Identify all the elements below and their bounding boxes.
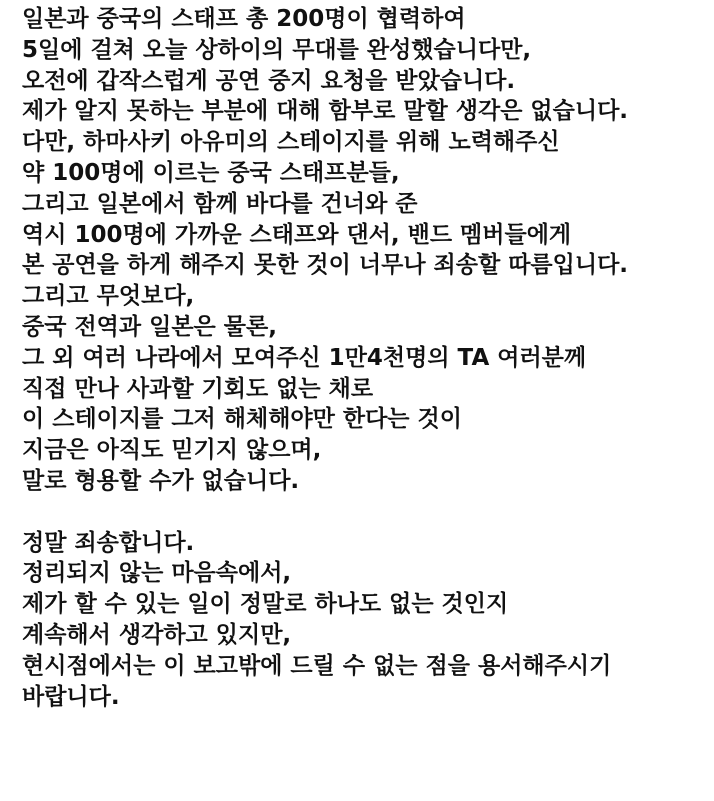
paragraph-2 [22, 528, 712, 713]
text-line: 약 100명에 이르는 중국 스태프분들, [22, 159, 400, 186]
text-line: 5일에 걸쳐 오늘 상하이의 무대를 완성했습니다만, [22, 36, 532, 63]
text-line: 본 공연을 하게 해주지 못한 것이 너무나 죄송할 따름입니다. [22, 252, 629, 279]
statement-document [22, 4, 712, 712]
text-line: 직접 만나 사과할 기회도 없는 채로 [22, 375, 374, 402]
text-line: 역시 100명에 가까운 스태프와 댄서, 밴드 멤버들에게 [22, 221, 572, 248]
text-line: 오전에 갑작스럽게 공연 중지 요청을 받았습니다. [22, 67, 516, 94]
text-line: 이 스테이지를 그저 해체해야만 한다는 것이 [22, 406, 462, 433]
text-line: 정리되지 않는 마음속에서, [22, 560, 292, 587]
text-line: 다만, 하마사키 아유미의 스테이지를 위해 노력해주신 [22, 129, 560, 156]
paragraph-1 [22, 4, 712, 497]
text-line: 중국 전역과 일본은 물론, [22, 313, 277, 340]
text-line: 그리고 무엇보다, [22, 283, 195, 310]
text-line: 계속해서 생각하고 있지만, [22, 621, 292, 648]
text-line: 그 외 여러 나라에서 모여주신 1만4천명의 TA 여러분께 [22, 344, 587, 371]
text-line: 바랍니다. [22, 683, 120, 710]
text-line: 제가 알지 못하는 부분에 대해 함부로 말할 생각은 없습니다. [22, 98, 629, 125]
text-line: 지금은 아직도 믿기지 않으며, [22, 437, 322, 464]
text-line: 제가 할 수 있는 일이 정말로 하나도 없는 것인지 [22, 591, 509, 618]
text-line: 현시점에서는 이 보고밖에 드릴 수 없는 점을 용서해주시기 [22, 652, 612, 679]
text-line: 정말 죄송합니다. [22, 529, 195, 556]
text-line: 그리고 일본에서 함께 바다를 건너와 준 [22, 190, 418, 217]
text-line: 일본과 중국의 스태프 총 200명이 협력하여 [22, 6, 466, 32]
text-line: 말로 형용할 수가 없습니다. [22, 467, 300, 494]
